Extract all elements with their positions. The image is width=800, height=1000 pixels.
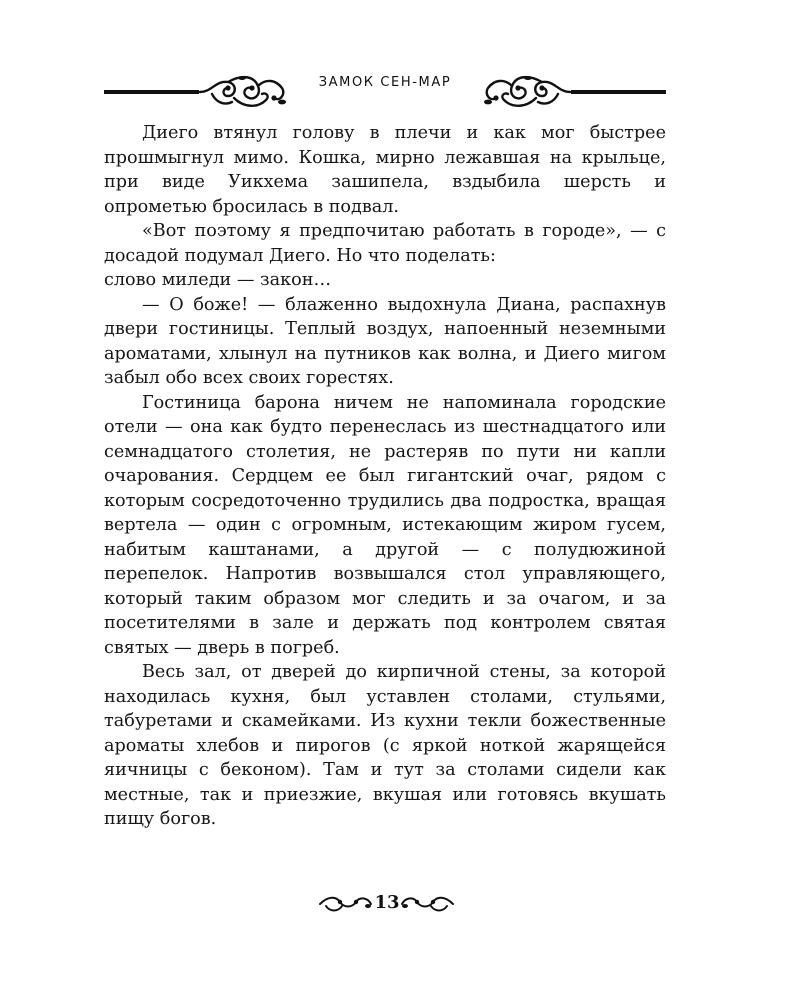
paragraph: Диего втянул голову в плечи и как мог быстрее прошмыгнул мимо. Кошка, мирно лежавшая на крыльце, при виде Уикхема зашипела, вздыбила шерсть и опрометью бросилась в подвал. [104,123,666,217]
running-header [104,62,666,112]
paragraph: слово миледи — закон… [104,270,332,290]
filigree-ornament-icon [482,72,572,112]
small-scroll-ornament-icon [400,894,455,914]
paragraph: Гостиница барона ничем не напоминала городские отели — она как будто перенеслась из шестнадцатого или семнадцатого столетия, не растеряв по пути ни капли очарования. Сердцем ее был гигантский очаг, рядом с которым сосредоточенно трудились два подростка, вращая вертела — один с огромным, истекающим жиром гусем, набитым каштанами, а другой — с полудюжиной перепелок. Напротив возвышался стол управляющего, который таким образом мог следить и за очагом, и за посетителями в зале и держать под контролем святая святых — дверь в погреб. [104,392,666,658]
paragraph: — О боже! — блаженно выдохнула Диана, распахнув двери гостиницы. Теплый воздух, напоенный неземными ароматами, хлынул на путников как волна, и Диего мигом забыл обо всех своих горестях. [104,294,666,388]
small-scroll-ornament-icon [318,894,373,914]
page-footer [300,890,470,920]
running-title: ЗАМОК СЕН-МАР [318,75,452,90]
page-number: 13 [374,892,400,913]
paragraph: Весь зал, от дверей до кирпичной стены, за которой находилась кухня, был уставлен столами, стульями, табуретами и скамейками. Из кухни текли божественные ароматы хлебов и пирогов (с яркой ноткой жарящейся яичницы с беконом). Там и тут за столами сидели как местные, так и приезжие, вкушая или готовясь вкушать пищу богов. [104,662,666,829]
header-rule-left [104,90,199,94]
paragraph: «Вот поэтому я предпочитаю работать в городе», — с досадой подумал Диего. Но что поделать: [104,221,666,266]
header-rule-right [571,90,666,94]
filigree-ornament-icon [198,72,288,112]
body-text [104,121,666,832]
